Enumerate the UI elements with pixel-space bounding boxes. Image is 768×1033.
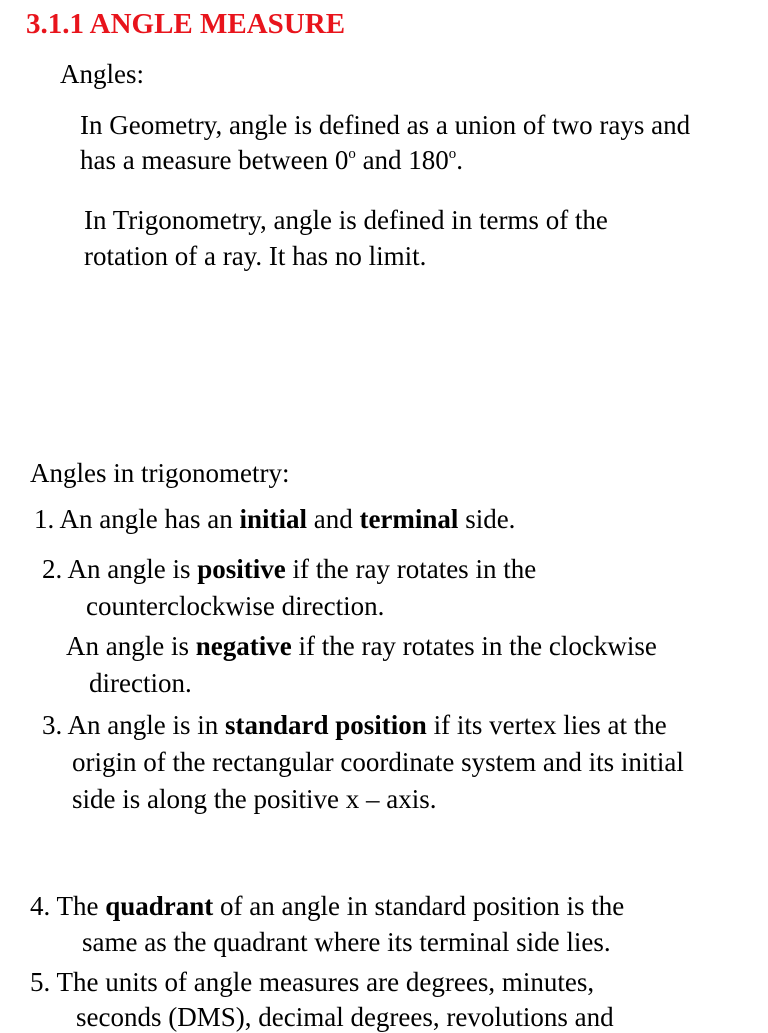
- text-run: has a measure between 0: [80, 145, 349, 175]
- list-item-2-line-2: counterclockwise direction.: [86, 591, 385, 621]
- text-run: An angle is: [66, 631, 196, 661]
- text-run: 3. An angle is in: [42, 710, 225, 740]
- list-item-2-negative-line-1: [66, 630, 657, 662]
- list-item-3-line-3: side is along the positive x – axis.: [72, 784, 437, 814]
- bold-term-standard-position: standard position: [225, 710, 427, 740]
- text-run: .: [456, 145, 463, 175]
- degree-superscript: o: [448, 145, 457, 162]
- text-run: 1. An angle has an: [34, 504, 240, 534]
- degree-superscript: o: [348, 145, 356, 162]
- list-item-3-line-2: origin of the rectangular coordinate system and its initial: [72, 747, 684, 777]
- list-item-5-line-2: seconds (DMS), decimal degrees, revolutions and: [76, 1002, 614, 1032]
- list-item-5-line-1: 5. The units of angle measures are degrees, minutes,: [30, 967, 595, 997]
- trigonometry-definition-line-1: In Trigonometry, angle is defined in terms of the: [84, 205, 608, 235]
- list-item-1: [34, 503, 515, 535]
- bold-term-quadrant: quadrant: [105, 891, 214, 921]
- list-item-2-line-1: [42, 553, 536, 585]
- page-title: 3.1.1 ANGLE MEASURE: [26, 8, 346, 40]
- trigonometry-definition-line-2: rotation of a ray. It has no limit.: [84, 241, 427, 271]
- bold-term-positive: positive: [197, 554, 286, 584]
- geometry-definition-line-2: [80, 144, 463, 176]
- list-item-4-line-1: [30, 890, 624, 922]
- list-item-3-line-1: [42, 709, 667, 741]
- angles-heading: Angles:: [60, 59, 144, 89]
- text-run: 4. The: [30, 891, 106, 921]
- bold-term-negative: negative: [195, 631, 292, 661]
- list-item-2-negative-line-2: direction.: [89, 668, 192, 698]
- trigonometry-heading: Angles in trigonometry:: [30, 458, 290, 488]
- text-run: if the ray rotates in the: [285, 554, 537, 584]
- text-run: of an angle in standard position is the: [213, 891, 625, 921]
- text-run: side.: [458, 504, 516, 534]
- text-run: if the ray rotates in the clockwise: [291, 631, 657, 661]
- geometry-definition-line-1: In Geometry, angle is defined as a union of two rays and: [80, 110, 691, 140]
- bold-term-terminal: terminal: [359, 504, 459, 534]
- bold-term-initial: initial: [239, 504, 307, 534]
- text-run: if its vertex lies at the: [426, 710, 667, 740]
- text-run: and 180: [355, 145, 449, 175]
- list-item-4-line-2: same as the quadrant where its terminal side lies.: [82, 927, 611, 957]
- text-run: 2. An angle is: [42, 554, 198, 584]
- text-run: and: [306, 504, 360, 534]
